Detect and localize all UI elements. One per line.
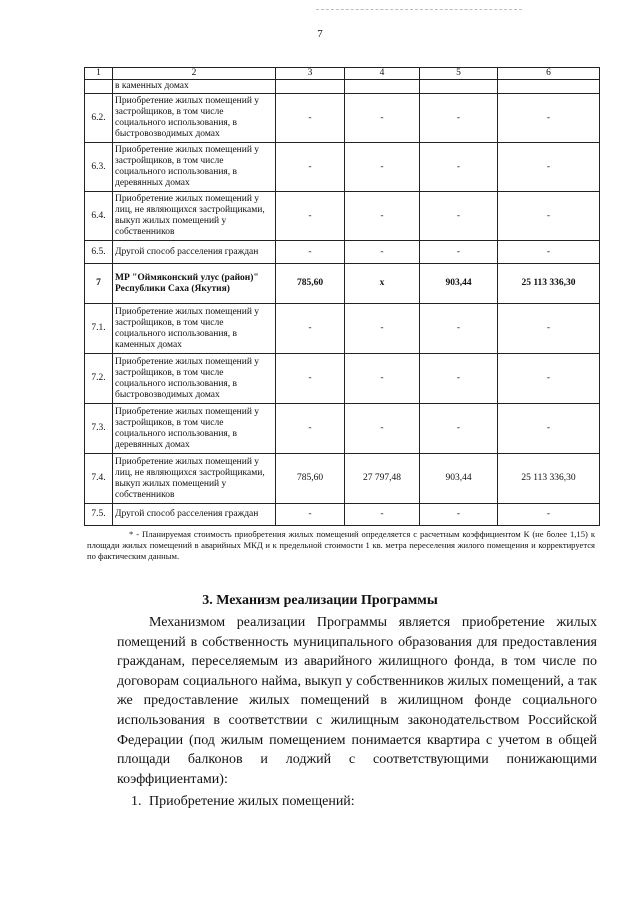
table-row (85, 241, 600, 264)
area-cell: - (276, 354, 345, 404)
area-cell: - (276, 241, 345, 264)
footnote-text: * - Планируемая стоимость приобретения жилых помещений определяется с расчетным коэффициентом К (не более 1,15) к площади жилых помещений в аварийных МКД и к предельной стоимости 1 кв. метра переселения жилого помещения и корректируется по фактическим данным. (87, 529, 595, 561)
row-name-cell: Приобретение жилых помещений у застройщиков, в том числе социального использования, в каменных домах (113, 304, 276, 354)
row-number-cell: 7.4. (85, 454, 113, 504)
total-cost-cell: - (498, 94, 600, 143)
total-cost-cell: - (498, 241, 600, 264)
area-cell (276, 80, 345, 94)
table-row (85, 454, 600, 504)
table-row (85, 192, 600, 241)
area-cell: - (276, 504, 345, 526)
unit-cost-cell: x (345, 264, 420, 304)
table-row (85, 354, 600, 404)
planned-area-cell: - (420, 241, 498, 264)
area-cell: 785,60 (276, 264, 345, 304)
column-header: 1 (85, 68, 113, 80)
unit-cost-cell: - (345, 94, 420, 143)
row-number-cell: 7 (85, 264, 113, 304)
section-title: 3. Механизм реализации Программы (202, 593, 438, 608)
total-cost-cell: 25 113 336,30 (498, 454, 600, 504)
list-marker: 1. (131, 794, 142, 809)
body-paragraph (117, 613, 597, 789)
table-row (85, 504, 600, 526)
row-name-cell: в каменных домах (113, 80, 276, 94)
area-cell: - (276, 94, 345, 143)
table-row (85, 94, 600, 143)
unit-cost-cell (345, 80, 420, 94)
column-header: 4 (345, 68, 420, 80)
row-name-cell: Приобретение жилых помещений у застройщиков, в том числе социального использования, в деревянных домах (113, 143, 276, 192)
row-name-cell: Приобретение жилых помещений у застройщиков, в том числе социального использования, в быстровозводимых домах (113, 354, 276, 404)
row-number-cell: 6.3. (85, 143, 113, 192)
column-header: 6 (498, 68, 600, 80)
total-cost-cell (498, 80, 600, 94)
total-cost-cell: - (498, 354, 600, 404)
list-item (131, 792, 355, 811)
total-cost-cell: - (498, 404, 600, 454)
unit-cost-cell: - (345, 354, 420, 404)
table-header-row (85, 68, 600, 80)
row-name-cell: Другой способ расселения граждан (113, 241, 276, 264)
column-header: 3 (276, 68, 345, 80)
row-name-cell: Приобретение жилых помещений у застройщиков, в том числе социального использования, в деревянных домах (113, 404, 276, 454)
row-name-cell: Приобретение жилых помещений у лиц, не являющихся застройщиками, выкуп жилых помещений у собственников (113, 454, 276, 504)
total-cost-cell: - (498, 504, 600, 526)
planned-area-cell: - (420, 504, 498, 526)
row-number-cell: 7.2. (85, 354, 113, 404)
table-row (85, 304, 600, 354)
table-row (85, 404, 600, 454)
program-table (84, 67, 600, 526)
row-number-cell: 6.5. (85, 241, 113, 264)
planned-area-cell: 903,44 (420, 264, 498, 304)
row-number-cell: 7.3. (85, 404, 113, 454)
unit-cost-cell: - (345, 143, 420, 192)
list-item-text: Приобретение жилых помещений: (149, 794, 355, 809)
planned-area-cell: - (420, 192, 498, 241)
table-footnote (87, 529, 595, 562)
total-cost-cell: - (498, 143, 600, 192)
total-cost-cell: 25 113 336,30 (498, 264, 600, 304)
area-cell: 785,60 (276, 454, 345, 504)
unit-cost-cell: 27 797,48 (345, 454, 420, 504)
area-cell: - (276, 192, 345, 241)
planned-area-cell: - (420, 304, 498, 354)
unit-cost-cell: - (345, 404, 420, 454)
area-cell: - (276, 304, 345, 354)
planned-area-cell: 903,44 (420, 454, 498, 504)
area-cell: - (276, 143, 345, 192)
row-name-cell: Приобретение жилых помещений у лиц, не являющихся застройщиками, выкуп жилых помещений у собственников (113, 192, 276, 241)
row-number-cell: 6.4. (85, 192, 113, 241)
unit-cost-cell: - (345, 504, 420, 526)
header-rule (316, 9, 522, 10)
table-row (85, 80, 600, 94)
area-cell: - (276, 404, 345, 454)
total-cost-cell: - (498, 192, 600, 241)
unit-cost-cell: - (345, 241, 420, 264)
row-name-cell: Другой способ расселения граждан (113, 504, 276, 526)
column-header: 5 (420, 68, 498, 80)
paragraph-text: Механизмом реализации Программы является приобретение жилых помещений в собственность муниципального образования для предоставления гражданам, переселяемым из аварийного жилищного фонда, в том числе по договорам социального найма, выкуп у собственников жилых помещений, а так же предоставление жилых помещений в жилищном фонде социального использования в соответствии с жилищным законодательством Российской Федерации (под жилым помещением понимается квартира с учетом в общей площади балконов и лоджий с соответствующими понижающими коэффициентами): (117, 615, 597, 787)
planned-area-cell: - (420, 354, 498, 404)
planned-area-cell: - (420, 404, 498, 454)
row-number-cell: 7.5. (85, 504, 113, 526)
row-name-cell: Приобретение жилых помещений у застройщиков, в том числе социального использования, в быстровозводимых домах (113, 94, 276, 143)
row-name-cell: МР "Оймяконский улус (район)" Республики Саха (Якутия) (113, 264, 276, 304)
column-header: 2 (113, 68, 276, 80)
row-number-cell (85, 80, 113, 94)
planned-area-cell: - (420, 94, 498, 143)
unit-cost-cell: - (345, 192, 420, 241)
planned-area-cell: - (420, 143, 498, 192)
table-row (85, 264, 600, 304)
planned-area-cell (420, 80, 498, 94)
total-cost-cell: - (498, 304, 600, 354)
row-number-cell: 7.1. (85, 304, 113, 354)
table-row (85, 143, 600, 192)
page-number: 7 (317, 28, 323, 40)
row-number-cell: 6.2. (85, 94, 113, 143)
unit-cost-cell: - (345, 304, 420, 354)
